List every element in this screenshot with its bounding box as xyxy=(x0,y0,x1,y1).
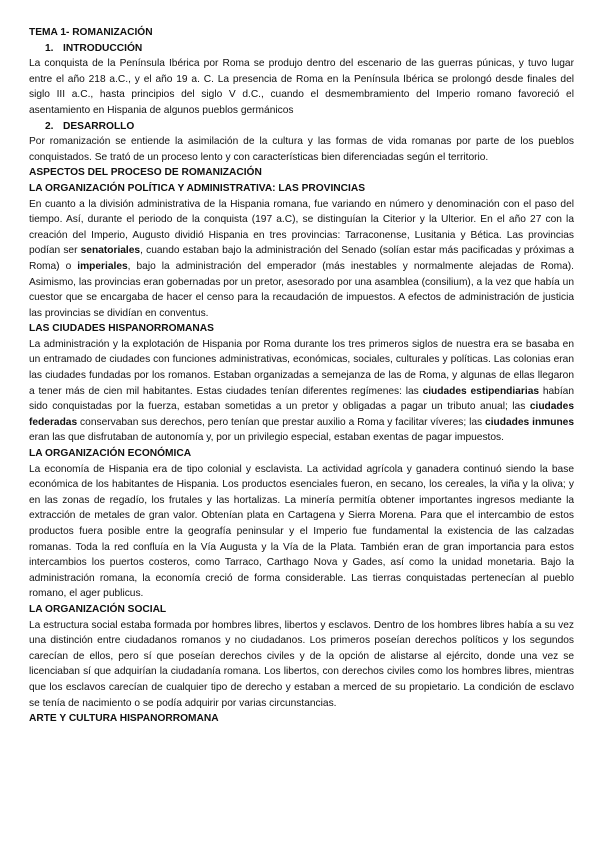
ciudades-heading: LAS CIUDADES HISPANORROMANAS xyxy=(29,323,214,335)
economica-paragraph: La economía de Hispania era de tipo colonial y esclavista. La actividad agrícola y ganadera continuó siendo la base económica de los habitantes de Hispania. Los productos esenciales fueron, en secano, los cereales, la viña y la oliva; y en las zonas de regadío, los frutales y las hortalizas. La minería permitía obtener importantes ingresos mediante la extracción de metales de gran valor. Obtenían plata en Cartagena y Sierra Morena. Para que el intercambio de estos productos fuera posible entre la geografía peninsular y el Imperio fue fundamental la existencia de las calzadas romanas. Toda la red confluía en la Vía Augusta y la Vía de la Plata. También eran de gran importancia para estos intercambios los puertos costeros, como Tarraco, Carthago Nova y Gades, así como la unidad monetaria. Bajo la administración romana, la economía creció de forma considerable. Las tierras conquistadas pertenecían al pueblo romano, el ager publicus. xyxy=(29,463,574,600)
section-label: INTRODUCCIÓN xyxy=(63,42,143,54)
ciudades-paragraph: La administración y la explotación de Hispania por Roma durante los tres primeros siglos de nuestra era se basaba en un entramado de ciudades con funciones administrativas, económicas, sociales, culturales y políticas. Las colonias eran las ciudades fundadas por los romanos. Estaban organizadas a semejanza de las de Roma, y algunas de ellas llegaron a tener más de cien mil habitantes. Estas ciudades tenían diferentes regímenes: las ciudades estipendiarias habían sido conquistadas por la fuerza, estaban sometidas a un pretor y obligadas a pagar un tributo anual; las ciudades federadas conservaban sus derechos, pero tenían que prestar auxilio a Roma y facilitar víveres; las ciudades inmunes eran las que disfrutaban de autonomía y, por un privilegio especial, estaban exentas de pagar impuestos. xyxy=(29,338,575,444)
section-heading-desarrollo xyxy=(45,119,574,135)
economica-heading: LA ORGANIZACIÓN ECONÓMICA xyxy=(29,448,192,460)
section-number: 1. xyxy=(45,42,54,54)
politica-heading: LA ORGANIZACIÓN POLÍTICA Y ADMINISTRATIVA: LAS PROVINCIAS xyxy=(29,182,365,194)
desarrollo-paragraph: Por romanización se entiende la asimilación de la cultura y las formas de vida romanas por parte de los pueblos conquistados. Se trató de un proceso lento y con características bien diferenciadas según el territorio. xyxy=(29,136,574,163)
aspectos-heading: ASPECTOS DEL PROCESO DE ROMANIZACIÓN xyxy=(29,167,262,179)
document-page xyxy=(29,25,574,727)
social-heading: LA ORGANIZACIÓN SOCIAL xyxy=(29,603,167,615)
section-number: 2. xyxy=(45,120,54,132)
intro-paragraph: La conquista de la Península Ibérica por Roma se produjo dentro del escenario de las guerras púnicas, y tuvo lugar entre el año 218 a.C., y el año 19 a. C. La presencia de Roma en la Península Ibérica se prolongó desde finales del siglo III a.C., hasta principios del siglo V d.C., cuando el desmembramiento del Imperio romano favoreció el asentamiento en Hispania de algunos pueblos germánicos xyxy=(29,58,574,116)
term-ciudades-estipendiarias: ciudades estipendiarias xyxy=(422,385,540,397)
arte-heading: ARTE Y CULTURA HISPANORROMANA xyxy=(29,713,219,725)
term-ciudades-inmunes: ciudades inmunes xyxy=(485,416,575,428)
term-senatoriales: senatoriales xyxy=(80,245,141,257)
term-imperiales: imperiales xyxy=(77,260,128,272)
social-paragraph: La estructura social estaba formada por hombres libres, libertos y esclavos. Dentro de los hombres libres había a su vez una distinción entre ciudadanos romanos y no ciudadanos. Los primeros poseían derechos políticos y los segundos carecían de ellos, pero sí que poseían derechos civiles y de la opción de alistarse al ejército, donde una vez se licenciaban sí que adquirían la ciudadanía romana. Los libertos, con derechos civiles como los hombres libres, mientras que los esclavos carecían de cualquier tipo de derecho y estaban a merced de su propietario. La condición de esclavo se tenía de nacimiento o se podía adquirir por varias circunstancias. xyxy=(29,619,574,709)
section-label: DESARROLLO xyxy=(63,120,135,132)
term-ciudades-federadas: ciudades federadas xyxy=(29,401,574,428)
politica-paragraph: En cuanto a la división administrativa de la Hispania romana, fue variando en número y denominación con el paso del tiempo. Así, durante el periodo de la conquista (197 a.C), se distinguían la Citerior y la Ulterior. En el año 27 con la creación del Imperio, Augusto dividió Hispania en tres provincias: Tarraconense, Lusitania y Bética. Las provincias podían ser senatoriales, cuando estaban bajo la administración del Senado (solían estar más pacificadas y próximas a Roma) o imperiales, bajo la administración del emperador (más inestables y normalmente alejadas de Roma). Asimismo, las provincias eran gobernadas por un pretor, asesorado por una asamblea (consilium), a la vez que había un cuestor que se encargaba de hacer el censo para la recaudación de impuestos. A efectos de administración de justicia las provincias se dividían en conventus. xyxy=(29,198,574,319)
section-heading-introduccion xyxy=(45,41,574,57)
document-title: TEMA 1- ROMANIZACIÓN xyxy=(29,27,153,38)
